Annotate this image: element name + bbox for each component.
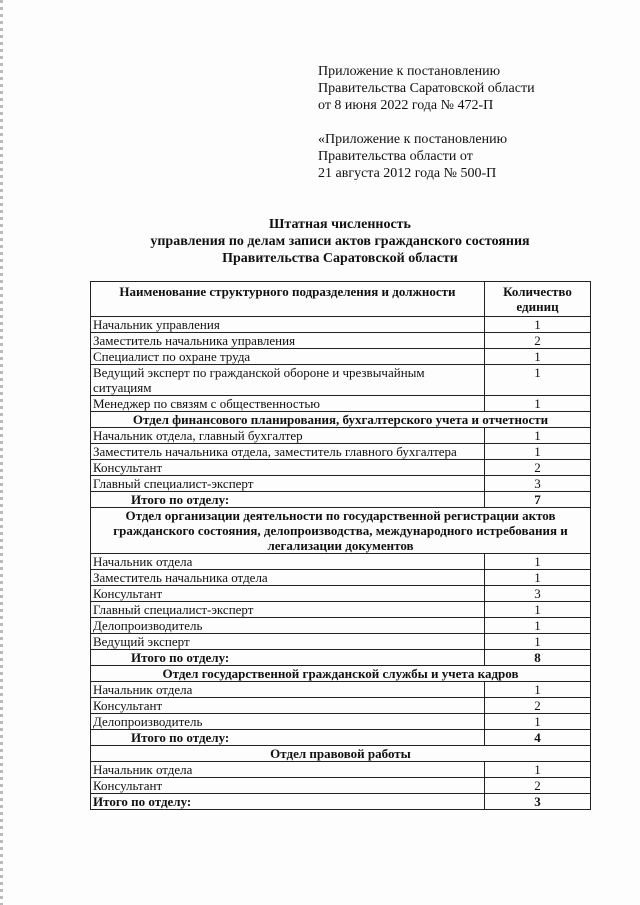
- total-row: [91, 492, 591, 508]
- position-name: Консультант: [91, 460, 485, 476]
- position-name: Ведущий эксперт по гражданской обороне и чрезвычайным ситуациям: [91, 365, 485, 396]
- table-row: [91, 554, 591, 570]
- table-body: [91, 317, 591, 810]
- table-row: [91, 714, 591, 730]
- unit-count: 1: [485, 349, 591, 365]
- position-name: Делопроизводитель: [91, 618, 485, 634]
- appendix-line: «Приложение к постановлению: [318, 132, 508, 147]
- position-name: Заместитель начальника отдела: [91, 570, 485, 586]
- table-row: [91, 428, 591, 444]
- unit-count: 1: [485, 618, 591, 634]
- position-name: Заместитель начальника управления: [91, 333, 485, 349]
- section-row: [91, 746, 591, 762]
- unit-count: 1: [485, 634, 591, 650]
- header-position-name: Наименование структурного подразделения и должности: [91, 282, 485, 317]
- position-name: Начальник отдела, главный бухгалтер: [91, 428, 485, 444]
- table-row: [91, 602, 591, 618]
- table-row: [91, 444, 591, 460]
- section-row: [91, 666, 591, 682]
- table-row: [91, 618, 591, 634]
- position-name: Делопроизводитель: [91, 714, 485, 730]
- position-name: Начальник отдела: [91, 682, 485, 698]
- unit-count: 1: [485, 762, 591, 778]
- appendix-line: от 8 июня 2022 года № 472-П: [318, 98, 494, 113]
- total-label: Итого по отделу:: [91, 730, 485, 746]
- section-title: Отдел организации деятельности по государственной регистрации актов гражданского состояния, делопроизводства, международного истребования и легализации документов: [91, 508, 591, 554]
- header-unit-count: Количество единиц: [485, 282, 591, 317]
- unit-count: 1: [485, 444, 591, 460]
- section-row: [91, 412, 591, 428]
- table-header-row: [91, 282, 591, 317]
- unit-count: 1: [485, 554, 591, 570]
- table-row: [91, 634, 591, 650]
- total-label: Итого по отделу:: [91, 650, 485, 666]
- document-title: [90, 216, 590, 267]
- unit-count: 1: [485, 365, 591, 396]
- position-name: Начальник отдела: [91, 554, 485, 570]
- unit-count: 2: [485, 333, 591, 349]
- unit-count: 2: [485, 698, 591, 714]
- title-line: Правительства Саратовской области: [222, 251, 458, 266]
- table-row: [91, 682, 591, 698]
- appendix-original: [318, 131, 618, 182]
- unit-count: 1: [485, 428, 591, 444]
- table-row: [91, 365, 591, 396]
- appendix-current: [318, 63, 618, 114]
- appendix-line: Правительства Саратовской области: [318, 81, 535, 96]
- section-title: Отдел финансового планирования, бухгалтерского учета и отчетности: [91, 412, 591, 428]
- table-row: [91, 460, 591, 476]
- unit-count: 1: [485, 570, 591, 586]
- table-row: [91, 698, 591, 714]
- section-title: Отдел государственной гражданской службы и учета кадров: [91, 666, 591, 682]
- appendix-line: Приложение к постановлению: [318, 64, 501, 79]
- table-row: [91, 570, 591, 586]
- position-name: Заместитель начальника отдела, заместитель главного бухгалтера: [91, 444, 485, 460]
- table-row: [91, 396, 591, 412]
- table-row: [91, 317, 591, 333]
- total-row: [91, 650, 591, 666]
- title-line: управления по делам записи актов гражданского состояния: [150, 234, 530, 249]
- unit-count: 3: [485, 476, 591, 492]
- table-row: [91, 778, 591, 794]
- position-name: Начальник отдела: [91, 762, 485, 778]
- position-name: Главный специалист-эксперт: [91, 476, 485, 492]
- total-row: [91, 730, 591, 746]
- table-row: [91, 762, 591, 778]
- total-count: 3: [485, 794, 591, 810]
- position-name: Начальник управления: [91, 317, 485, 333]
- total-count: 8: [485, 650, 591, 666]
- scan-edge: [0, 0, 3, 905]
- position-name: Главный специалист-эксперт: [91, 602, 485, 618]
- total-row: [91, 794, 591, 810]
- unit-count: 2: [485, 778, 591, 794]
- unit-count: 3: [485, 586, 591, 602]
- table-row: [91, 333, 591, 349]
- unit-count: 2: [485, 460, 591, 476]
- appendix-line: 21 августа 2012 года № 500-П: [318, 166, 497, 181]
- table-row: [91, 586, 591, 602]
- staffing-table: [90, 281, 591, 810]
- appendix-note: [318, 63, 618, 199]
- title-line: Штатная численность: [269, 217, 411, 232]
- position-name: Специалист по охране труда: [91, 349, 485, 365]
- unit-count: 1: [485, 396, 591, 412]
- position-name: Консультант: [91, 698, 485, 714]
- section-title: Отдел правовой работы: [91, 746, 591, 762]
- section-row: [91, 508, 591, 554]
- position-name: Менеджер по связям с общественностью: [91, 396, 485, 412]
- unit-count: 1: [485, 714, 591, 730]
- total-count: 4: [485, 730, 591, 746]
- position-name: Консультант: [91, 586, 485, 602]
- unit-count: 1: [485, 317, 591, 333]
- position-name: Ведущий эксперт: [91, 634, 485, 650]
- appendix-line: Правительства области от: [318, 149, 473, 164]
- table-row: [91, 349, 591, 365]
- total-count: 7: [485, 492, 591, 508]
- position-name: Консультант: [91, 778, 485, 794]
- total-label: Итого по отделу:: [91, 492, 485, 508]
- total-label: Итого по отделу:: [91, 794, 485, 810]
- unit-count: 1: [485, 602, 591, 618]
- unit-count: 1: [485, 682, 591, 698]
- table-row: [91, 476, 591, 492]
